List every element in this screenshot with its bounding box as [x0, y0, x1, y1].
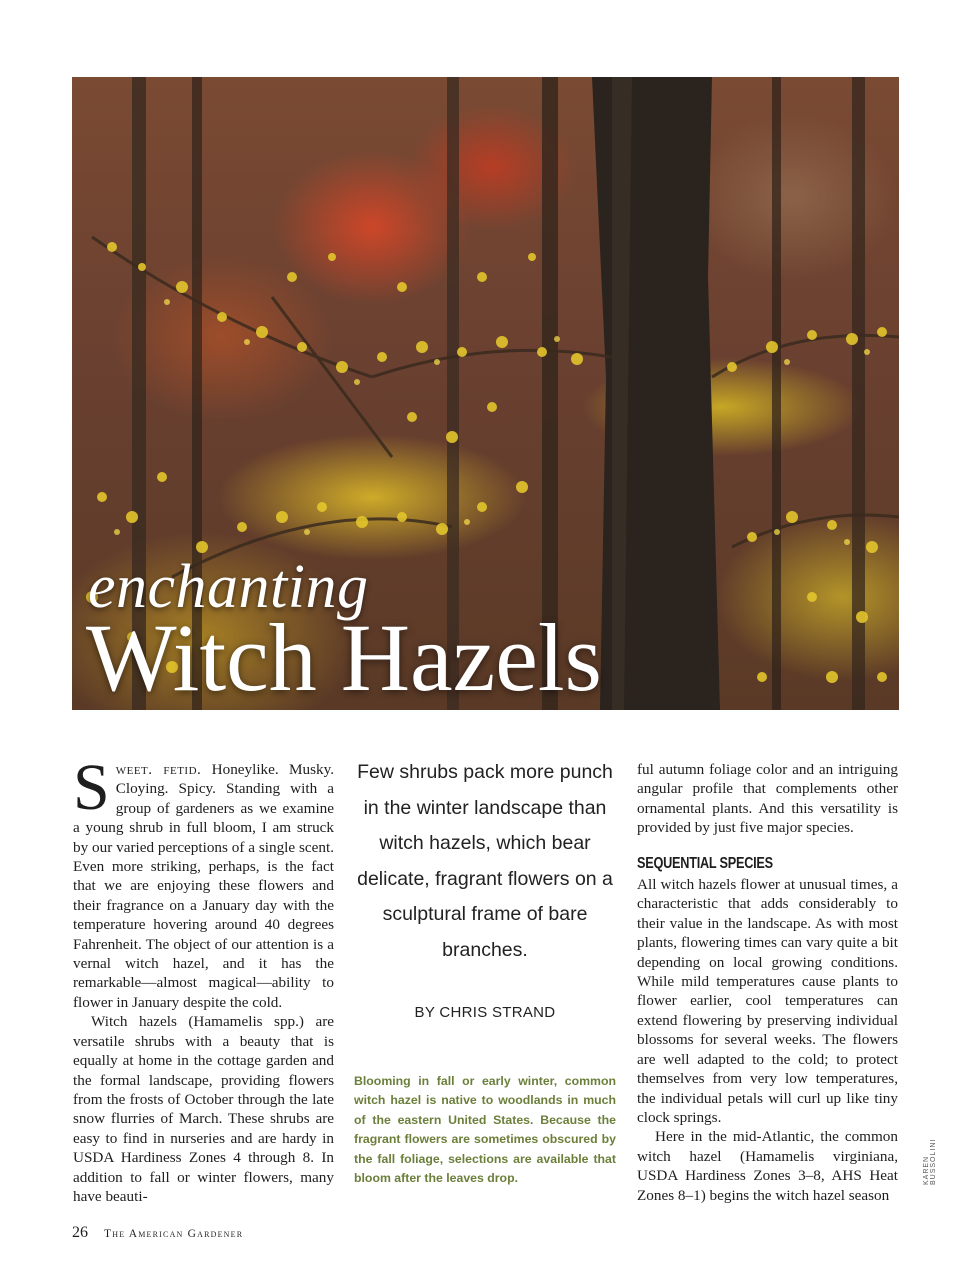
lead-smallcaps: weet. fetid. [115, 761, 202, 778]
article-column-3 [637, 760, 898, 1205]
body-paragraph: Here in the mid-Atlantic, the common witch hazel (Hamamelis virginiana, USDA Hardiness Zones 3–8, AHS Heat Zones 8–1) begins the witch hazel season [637, 1128, 898, 1204]
body-paragraph: ful autumn foliage color and an intriguing angular profile that complements other ornamental plants. And this versatility is provided by just five major species. [637, 761, 898, 837]
lead-paragraph [73, 751, 334, 1012]
section-heading: SEQUENTIAL SPECIES [637, 854, 773, 872]
body-paragraph: Witch hazels (Hamamelis spp.) are versatile shrubs with a beauty that is equally at home in the cottage garden and the formal landscape, providing flowers from the frosts of October through the late snow flurries of March. These shrubs are easy to find in nurseries and are hardy in USDA Hardiness Zones 4 through 8. In addition to fall or winter flowers, many have beauti- [73, 1013, 334, 1205]
byline: BY CHRIS STRAND [414, 1004, 556, 1021]
article-title: Witch Hazels [86, 604, 602, 710]
drop-cap: S [73, 751, 110, 824]
photo-caption: Blooming in fall or early winter, common witch hazel is native to woodlands in much of the eastern United States. Because the fragrant flowers are sometimes obscured by the fall foliage, selections are available that bloom after the leaves drop. [354, 1074, 616, 1186]
article-column-1 [73, 751, 334, 1206]
publication-name: The American Gardener [104, 1228, 244, 1240]
photo-credit: KAREN BUSSOLINI [923, 1138, 937, 1185]
page-number: 26 [72, 1224, 88, 1241]
title-kicker: enchanting [88, 553, 369, 621]
lead-paragraph-text: Honeylike. Musky. Cloying. Spicy. Standing with a group of gardeners as we examine a young shrub in full bloom, I am struck by our varied perceptions of a single scent. Even more striking, perhaps, is the fact that we are enjoying these flowers and their fragrance on a January day with the temperature hovering around 40 degrees Fahrenheit. The object of our attention is a vernal witch hazel, and it has the remarkable—almost magical—ability to flower in January despite the cold. [73, 761, 334, 1011]
pull-quote: Few shrubs pack more punch in the winter landscape than witch hazels, which bear delicate, fragrant flowers on a sculptural frame of bare branches. [357, 761, 613, 961]
hero-photo [72, 77, 899, 710]
body-paragraph: All witch hazels flower at unusual times, a characteristic that adds considerably to their value in the landscape. As with most plants, flowering times can vary quite a bit depending on local growing conditions. While mild temperatures cause plants to flower earlier, cool temperatures can extend flowering by preserving individual blossoms for several weeks. The flowers are well adapted to the cold; to protect themselves from very low temperatures, the individual petals will curl up like tiny clock springs. [637, 876, 898, 1126]
